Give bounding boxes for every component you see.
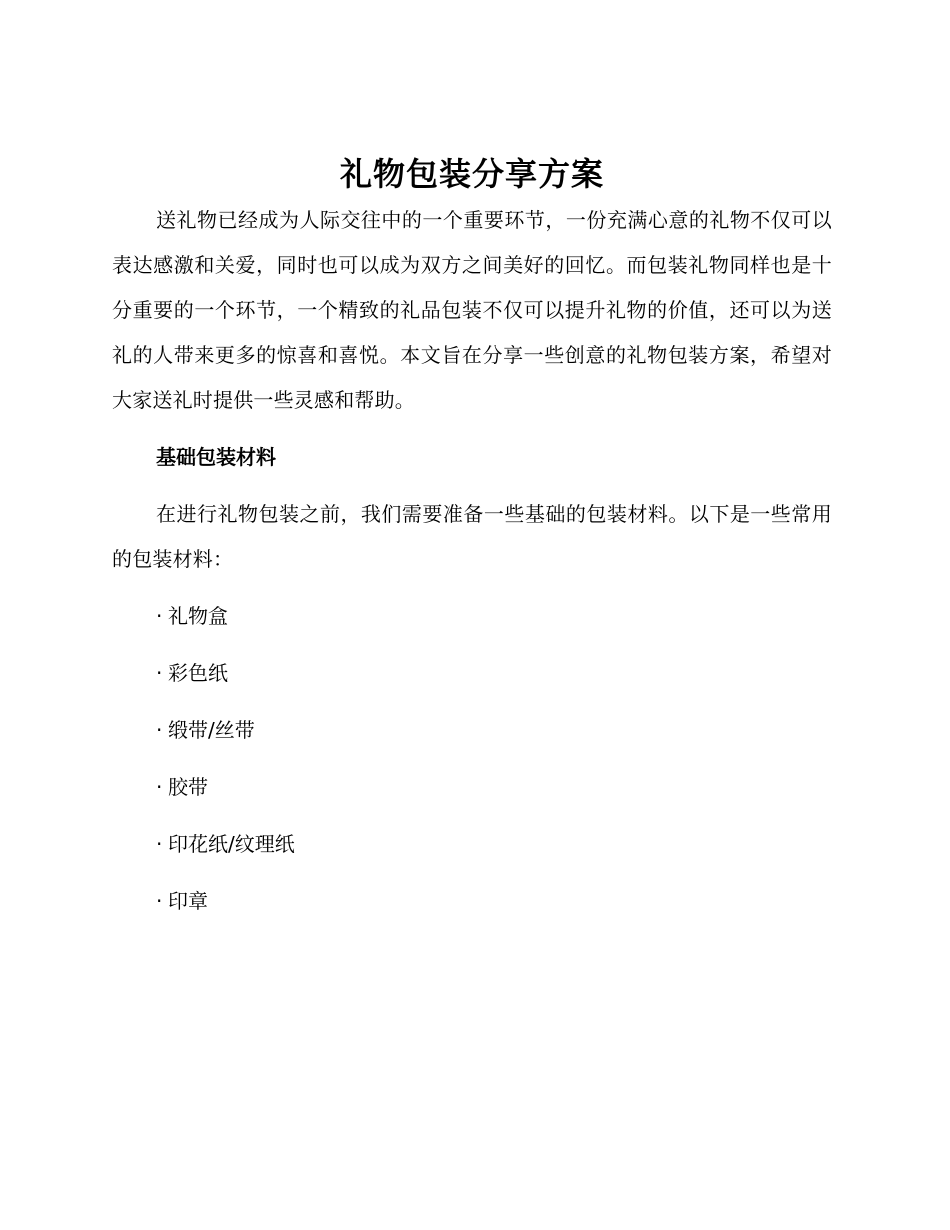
intro-paragraph: 送礼物已经成为人际交往中的一个重要环节，一份充满心意的礼物不仅可以表达感激和关爱，同时也可以成为双方之间美好的回忆。而包装礼物同样也是十分重要的一个环节，一个精致的礼品包装不仅可以提升礼物的价值，还可以为送礼的人带来更多的惊喜和喜悦。本文旨在分享一些创意的礼物包装方案，希望对大家送礼时提供一些灵感和帮助。 [112,208,832,412]
list-item [156,765,832,810]
list-item [156,708,832,753]
list-item-label: 礼物盒 [168,604,228,628]
list-item [156,594,832,639]
bullet-point-icon: · [156,718,163,742]
document-title: 礼物包装分享方案 [339,155,604,193]
materials-list [112,594,832,924]
list-item [156,879,832,924]
section-heading: 基础包装材料 [156,445,276,469]
list-item-label: 印花纸/纹理纸 [168,832,295,856]
bullet-point-icon: · [156,889,163,913]
bullet-point-icon: · [156,661,163,685]
bullet-point-icon: · [156,832,163,856]
section-paragraph: 在进行礼物包装之前，我们需要准备一些基础的包装材料。以下是一些常用的包装材料： [112,502,832,571]
list-item [156,651,832,696]
list-item [156,822,832,867]
document-page [112,150,832,936]
list-item-label: 缎带/丝带 [168,718,255,742]
bullet-point-icon: · [156,775,163,799]
list-item-label: 彩色纸 [168,661,228,685]
list-item-label: 胶带 [168,775,208,799]
list-item-label: 印章 [168,889,208,913]
bullet-point-icon: · [156,604,163,628]
